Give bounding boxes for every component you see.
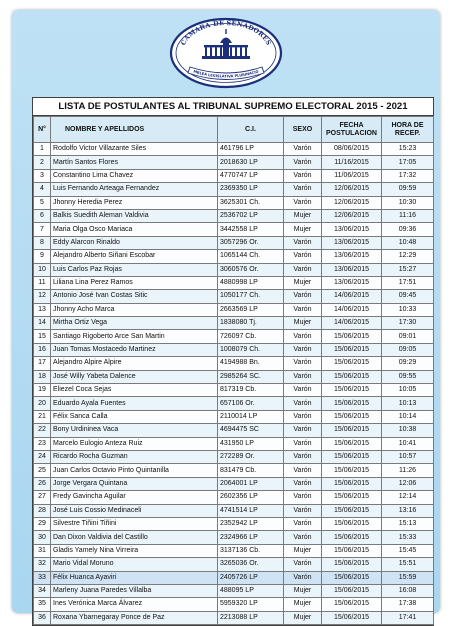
cell-date: 14/06/2015 bbox=[322, 317, 382, 330]
cell-time: 17:05 bbox=[382, 156, 434, 169]
cell-sex: Varón bbox=[284, 531, 322, 544]
cell-time: 10:41 bbox=[382, 437, 434, 450]
cell-sex: Varón bbox=[284, 330, 322, 343]
cell-ci: 2369350 LP bbox=[218, 183, 284, 196]
cell-ci: 3265036 Or. bbox=[218, 558, 284, 571]
cell-sex: Varón bbox=[284, 571, 322, 584]
cell-date: 12/06/2015 bbox=[322, 183, 382, 196]
cell-ci: 4770747 LP bbox=[218, 169, 284, 182]
cell-sex: Varón bbox=[284, 169, 322, 182]
cell-name: Balkis Suedith Aleman Valdivia bbox=[51, 209, 218, 222]
cell-ci: 2324966 LP bbox=[218, 531, 284, 544]
cell-num: 27 bbox=[34, 491, 51, 504]
table-row bbox=[34, 209, 434, 222]
cell-time: 10:05 bbox=[382, 384, 434, 397]
table-row bbox=[34, 303, 434, 316]
table-body bbox=[34, 143, 434, 625]
cell-num: 32 bbox=[34, 558, 51, 571]
cell-num: 12 bbox=[34, 290, 51, 303]
cell-num: 14 bbox=[34, 317, 51, 330]
table-row bbox=[34, 330, 434, 343]
cell-ci: 2985264 SC. bbox=[218, 370, 284, 383]
table-row bbox=[34, 156, 434, 169]
cell-num: 10 bbox=[34, 263, 51, 276]
cell-num: 34 bbox=[34, 584, 51, 597]
table-row bbox=[34, 558, 434, 571]
table-row bbox=[34, 236, 434, 249]
cell-num: 5 bbox=[34, 196, 51, 209]
candidates-list bbox=[32, 97, 434, 626]
cell-sex: Varón bbox=[284, 450, 322, 463]
cell-sex: Varón bbox=[284, 491, 322, 504]
header-time: HORA DE RECEP. bbox=[382, 117, 434, 143]
cell-ci: 4694475 SC bbox=[218, 424, 284, 437]
cell-date: 13/06/2015 bbox=[322, 236, 382, 249]
cell-ci: 488095 LP bbox=[218, 584, 284, 597]
cell-num: 9 bbox=[34, 250, 51, 263]
cell-num: 17 bbox=[34, 357, 51, 370]
table-row bbox=[34, 477, 434, 490]
cell-time: 12:29 bbox=[382, 250, 434, 263]
cell-name: Ines Verónica Marca Álvarez bbox=[51, 598, 218, 611]
cell-ci: 657106 Or. bbox=[218, 397, 284, 410]
cell-ci: 1065144 Ch. bbox=[218, 250, 284, 263]
table-row bbox=[34, 491, 434, 504]
cell-ci: 3137136 Cb. bbox=[218, 544, 284, 557]
cell-time: 09:29 bbox=[382, 357, 434, 370]
cell-date: 15/06/2015 bbox=[322, 384, 382, 397]
cell-sex: Varón bbox=[284, 290, 322, 303]
table-row bbox=[34, 464, 434, 477]
cell-num: 7 bbox=[34, 223, 51, 236]
cell-ci: 2536702 LP bbox=[218, 209, 284, 222]
table-row bbox=[34, 223, 434, 236]
cell-date: 11/16/2015 bbox=[322, 156, 382, 169]
cell-ci: 1838080 Tj. bbox=[218, 317, 284, 330]
cell-date: 15/06/2015 bbox=[322, 397, 382, 410]
table-row bbox=[34, 611, 434, 624]
cell-ci: 2352942 LP bbox=[218, 517, 284, 530]
cell-name: Rodolfo Victor Villazante Siles bbox=[51, 143, 218, 156]
document-page bbox=[12, 10, 440, 621]
cell-name: Juan Tomas Mostacedo Martinez bbox=[51, 343, 218, 356]
cell-ci: 1050177 Ch. bbox=[218, 290, 284, 303]
table-row bbox=[34, 357, 434, 370]
cell-num: 21 bbox=[34, 410, 51, 423]
cell-time: 17:41 bbox=[382, 611, 434, 624]
cell-date: 12/06/2015 bbox=[322, 209, 382, 222]
cell-date: 15/06/2015 bbox=[322, 531, 382, 544]
cell-name: Eliezel Coca Sejas bbox=[51, 384, 218, 397]
cell-date: 13/06/2015 bbox=[322, 263, 382, 276]
cell-name: Alejandro Alpire Alpire bbox=[51, 357, 218, 370]
cell-name: Silvestre Tiñini Tiñini bbox=[51, 517, 218, 530]
cell-date: 13/06/2015 bbox=[322, 276, 382, 289]
cell-name: Ricardo Rocha Guzman bbox=[51, 450, 218, 463]
cell-date: 15/06/2015 bbox=[322, 330, 382, 343]
header-num: N° bbox=[34, 117, 51, 143]
cell-num: 15 bbox=[34, 330, 51, 343]
cell-time: 15:23 bbox=[382, 143, 434, 156]
header-name: NOMBRE Y APELLIDOS bbox=[51, 117, 218, 143]
cell-time: 10:38 bbox=[382, 424, 434, 437]
cell-ci: 4880998 LP bbox=[218, 276, 284, 289]
cell-name: Luis Carlos Paz Rojas bbox=[51, 263, 218, 276]
cell-time: 13:16 bbox=[382, 504, 434, 517]
cell-time: 10:33 bbox=[382, 303, 434, 316]
cell-ci: 3060576 Or. bbox=[218, 263, 284, 276]
cell-date: 15/06/2015 bbox=[322, 450, 382, 463]
cell-ci: 4194988 Bn. bbox=[218, 357, 284, 370]
cell-name: Santiago Rigoberto Arce San Martin bbox=[51, 330, 218, 343]
table-row bbox=[34, 437, 434, 450]
cell-name: Jorge Vergara Quintana bbox=[51, 477, 218, 490]
cell-time: 10:48 bbox=[382, 236, 434, 249]
cell-time: 10:30 bbox=[382, 196, 434, 209]
cell-ci: 817319 Cb. bbox=[218, 384, 284, 397]
cell-num: 35 bbox=[34, 598, 51, 611]
header-date: FECHA POSTULACION bbox=[322, 117, 382, 143]
cell-sex: Varón bbox=[284, 384, 322, 397]
cell-date: 15/06/2015 bbox=[322, 424, 382, 437]
cell-name: Luis Fernando Arteaga Fernandez bbox=[51, 183, 218, 196]
table-row bbox=[34, 424, 434, 437]
cell-time: 15:51 bbox=[382, 558, 434, 571]
cell-date: 14/06/2015 bbox=[322, 290, 382, 303]
table-row bbox=[34, 250, 434, 263]
cell-sex: Varón bbox=[284, 343, 322, 356]
cell-sex: Varón bbox=[284, 263, 322, 276]
cell-time: 09:59 bbox=[382, 183, 434, 196]
cell-num: 23 bbox=[34, 437, 51, 450]
cell-date: 15/06/2015 bbox=[322, 491, 382, 504]
cell-name: Fredy Gavincha Aguilar bbox=[51, 491, 218, 504]
cell-name: Martín Santos Flores bbox=[51, 156, 218, 169]
table-row bbox=[34, 450, 434, 463]
seal-top-text: CAMARA DE SENADORES bbox=[179, 18, 273, 47]
table-row bbox=[34, 584, 434, 597]
cell-ci: 2110014 LP bbox=[218, 410, 284, 423]
cell-ci: 5959320 LP bbox=[218, 598, 284, 611]
cell-num: 31 bbox=[34, 544, 51, 557]
cell-time: 11:16 bbox=[382, 209, 434, 222]
cell-time: 11:26 bbox=[382, 464, 434, 477]
cell-time: 12:14 bbox=[382, 491, 434, 504]
cell-name: Félix Sanca Calla bbox=[51, 410, 218, 423]
table-row bbox=[34, 143, 434, 156]
table-header-row bbox=[34, 117, 434, 143]
cell-date: 15/06/2015 bbox=[322, 437, 382, 450]
table-row bbox=[34, 504, 434, 517]
cell-date: 15/06/2015 bbox=[322, 343, 382, 356]
cell-name: Bony Urdininea Vaca bbox=[51, 424, 218, 437]
cell-ci: 4741514 LP bbox=[218, 504, 284, 517]
cell-time: 15:45 bbox=[382, 544, 434, 557]
cell-num: 25 bbox=[34, 464, 51, 477]
cell-sex: Varón bbox=[284, 504, 322, 517]
cell-sex: Varón bbox=[284, 410, 322, 423]
cell-date: 15/06/2015 bbox=[322, 558, 382, 571]
cell-time: 17:32 bbox=[382, 169, 434, 182]
cell-ci: 2064001 LP bbox=[218, 477, 284, 490]
cell-time: 17:51 bbox=[382, 276, 434, 289]
cell-sex: Varón bbox=[284, 397, 322, 410]
cell-time: 15:59 bbox=[382, 571, 434, 584]
cell-name: José Luis Cossio Medinaceli bbox=[51, 504, 218, 517]
cell-num: 22 bbox=[34, 424, 51, 437]
cell-date: 08/06/2015 bbox=[322, 143, 382, 156]
cell-sex: Varón bbox=[284, 464, 322, 477]
cell-ci: 2602356 LP bbox=[218, 491, 284, 504]
cell-num: 8 bbox=[34, 236, 51, 249]
cell-date: 15/06/2015 bbox=[322, 584, 382, 597]
cell-time: 09:05 bbox=[382, 343, 434, 356]
cell-sex: Mujer bbox=[284, 598, 322, 611]
cell-name: Constantino Lima Chavez bbox=[51, 169, 218, 182]
table-row bbox=[34, 169, 434, 182]
cell-sex: Mujer bbox=[284, 544, 322, 557]
cell-ci: 2213088 LP bbox=[218, 611, 284, 624]
cell-num: 4 bbox=[34, 183, 51, 196]
cell-name: Alejandro Alberto Siñani Escobar bbox=[51, 250, 218, 263]
cell-sex: Mujer bbox=[284, 276, 322, 289]
cell-date: 15/06/2015 bbox=[322, 357, 382, 370]
cell-sex: Mujer bbox=[284, 223, 322, 236]
table-row bbox=[34, 598, 434, 611]
cell-time: 16:08 bbox=[382, 584, 434, 597]
cell-ci: 3625301 Ch. bbox=[218, 196, 284, 209]
cell-ci: 2663569 LP bbox=[218, 303, 284, 316]
cell-name: Roxana Ybarnegaray Ponce de Paz bbox=[51, 611, 218, 624]
table-row bbox=[34, 531, 434, 544]
table-row bbox=[34, 410, 434, 423]
cell-sex: Varón bbox=[284, 143, 322, 156]
cell-date: 15/06/2015 bbox=[322, 370, 382, 383]
cell-num: 3 bbox=[34, 169, 51, 182]
cell-name: Eduardo Ayala Fuentes bbox=[51, 397, 218, 410]
cell-num: 26 bbox=[34, 477, 51, 490]
seal-bottom-text: MBLEA LEGISLATIVA PLURINACIO bbox=[192, 69, 260, 79]
cell-num: 1 bbox=[34, 143, 51, 156]
cell-time: 10:14 bbox=[382, 410, 434, 423]
cell-date: 13/06/2015 bbox=[322, 223, 382, 236]
table-row bbox=[34, 517, 434, 530]
cell-sex: Varón bbox=[284, 357, 322, 370]
cell-time: 15:33 bbox=[382, 531, 434, 544]
candidates-table bbox=[33, 116, 434, 625]
cell-date: 14/06/2015 bbox=[322, 303, 382, 316]
senate-seal-logo bbox=[168, 15, 284, 93]
cell-num: 30 bbox=[34, 531, 51, 544]
table-row bbox=[34, 290, 434, 303]
cell-num: 2 bbox=[34, 156, 51, 169]
cell-date: 15/06/2015 bbox=[322, 571, 382, 584]
table-row bbox=[34, 397, 434, 410]
cell-sex: Varón bbox=[284, 236, 322, 249]
cell-name: Liliana Lina Perez Ramos bbox=[51, 276, 218, 289]
cell-ci: 1008079 Ch. bbox=[218, 343, 284, 356]
table-row bbox=[34, 384, 434, 397]
cell-sex: Varón bbox=[284, 250, 322, 263]
cell-ci: 3442558 LP bbox=[218, 223, 284, 236]
cell-date: 15/06/2015 bbox=[322, 611, 382, 624]
cell-name: José Willy Yabeta Dalence bbox=[51, 370, 218, 383]
cell-date: 15/06/2015 bbox=[322, 598, 382, 611]
cell-date: 15/06/2015 bbox=[322, 410, 382, 423]
cell-sex: Mujer bbox=[284, 584, 322, 597]
table-row bbox=[34, 263, 434, 276]
cell-time: 10:57 bbox=[382, 450, 434, 463]
cell-sex: Varón bbox=[284, 183, 322, 196]
cell-name: Mario Vidal Moruno bbox=[51, 558, 218, 571]
cell-date: 15/06/2015 bbox=[322, 517, 382, 530]
cell-time: 15:13 bbox=[382, 517, 434, 530]
cell-name: Gladis Yamely Nina Virreira bbox=[51, 544, 218, 557]
cell-name: Juan Carlos Octavio Pinto Quintanilla bbox=[51, 464, 218, 477]
cell-name: Mirtha Ortiz Vega bbox=[51, 317, 218, 330]
cell-time: 09:55 bbox=[382, 370, 434, 383]
cell-sex: Varón bbox=[284, 477, 322, 490]
cell-ci: 726097 Cb. bbox=[218, 330, 284, 343]
cell-sex: Varón bbox=[284, 437, 322, 450]
cell-num: 29 bbox=[34, 517, 51, 530]
cell-name: Jhonny Heredia Perez bbox=[51, 196, 218, 209]
cell-ci: 272289 Or. bbox=[218, 450, 284, 463]
cell-num: 28 bbox=[34, 504, 51, 517]
cell-ci: 2018630 LP bbox=[218, 156, 284, 169]
table-row bbox=[34, 317, 434, 330]
table-row bbox=[34, 571, 434, 584]
cell-name: Marcelo Eulogio Anteza Ruiz bbox=[51, 437, 218, 450]
cell-sex: Varón bbox=[284, 558, 322, 571]
cell-date: 11/06/2015 bbox=[322, 169, 382, 182]
cell-time: 10:13 bbox=[382, 397, 434, 410]
cell-ci: 831479 Cb. bbox=[218, 464, 284, 477]
table-row bbox=[34, 183, 434, 196]
header-sex: SEXO bbox=[284, 117, 322, 143]
cell-num: 33 bbox=[34, 571, 51, 584]
cell-sex: Mujer bbox=[284, 611, 322, 624]
table-row bbox=[34, 370, 434, 383]
cell-num: 24 bbox=[34, 450, 51, 463]
cell-ci: 2405726 LP bbox=[218, 571, 284, 584]
cell-num: 6 bbox=[34, 209, 51, 222]
cell-name: Félix Huanca Ayaviri bbox=[51, 571, 218, 584]
table-row bbox=[34, 343, 434, 356]
cell-num: 36 bbox=[34, 611, 51, 624]
cell-time: 15:27 bbox=[382, 263, 434, 276]
cell-ci: 431950 LP bbox=[218, 437, 284, 450]
cell-name: Marleny Juana Paredes Villalba bbox=[51, 584, 218, 597]
cell-sex: Varón bbox=[284, 424, 322, 437]
cell-name: Eddy Alarcon Rinaldo bbox=[51, 236, 218, 249]
cell-sex: Varón bbox=[284, 196, 322, 209]
cell-sex: Varón bbox=[284, 156, 322, 169]
cell-num: 19 bbox=[34, 384, 51, 397]
table-row bbox=[34, 196, 434, 209]
cell-name: Maria Olga Osco Mariaca bbox=[51, 223, 218, 236]
cell-num: 13 bbox=[34, 303, 51, 316]
cell-sex: Mujer bbox=[284, 209, 322, 222]
cell-date: 15/06/2015 bbox=[322, 464, 382, 477]
table-row bbox=[34, 544, 434, 557]
cell-num: 18 bbox=[34, 370, 51, 383]
cell-time: 12:06 bbox=[382, 477, 434, 490]
cell-time: 09:45 bbox=[382, 290, 434, 303]
cell-ci: 461796 LP bbox=[218, 143, 284, 156]
cell-time: 09:36 bbox=[382, 223, 434, 236]
cell-time: 17:38 bbox=[382, 598, 434, 611]
cell-sex: Varón bbox=[284, 517, 322, 530]
cell-date: 15/06/2015 bbox=[322, 504, 382, 517]
cell-date: 15/06/2015 bbox=[322, 477, 382, 490]
cell-sex: Varón bbox=[284, 370, 322, 383]
cell-ci: 3057296 Or. bbox=[218, 236, 284, 249]
cell-sex: Varón bbox=[284, 303, 322, 316]
table-row bbox=[34, 276, 434, 289]
cell-num: 16 bbox=[34, 343, 51, 356]
list-title: LISTA DE POSTULANTES AL TRIBUNAL SUPREMO ELECTORAL 2015 - 2021 bbox=[33, 98, 433, 116]
cell-date: 15/06/2015 bbox=[322, 544, 382, 557]
cell-time: 09:01 bbox=[382, 330, 434, 343]
cell-name: Jhonny Acho Marca bbox=[51, 303, 218, 316]
cell-num: 20 bbox=[34, 397, 51, 410]
cell-date: 12/06/2015 bbox=[322, 196, 382, 209]
header-ci: C.I. bbox=[218, 117, 284, 143]
cell-time: 17:30 bbox=[382, 317, 434, 330]
cell-num: 11 bbox=[34, 276, 51, 289]
cell-name: Dan Dixon Valdivia del Castillo bbox=[51, 531, 218, 544]
cell-name: Antonio José Ivan Costas Sitic bbox=[51, 290, 218, 303]
cell-date: 13/06/2015 bbox=[322, 250, 382, 263]
cell-sex: Mujer bbox=[284, 317, 322, 330]
